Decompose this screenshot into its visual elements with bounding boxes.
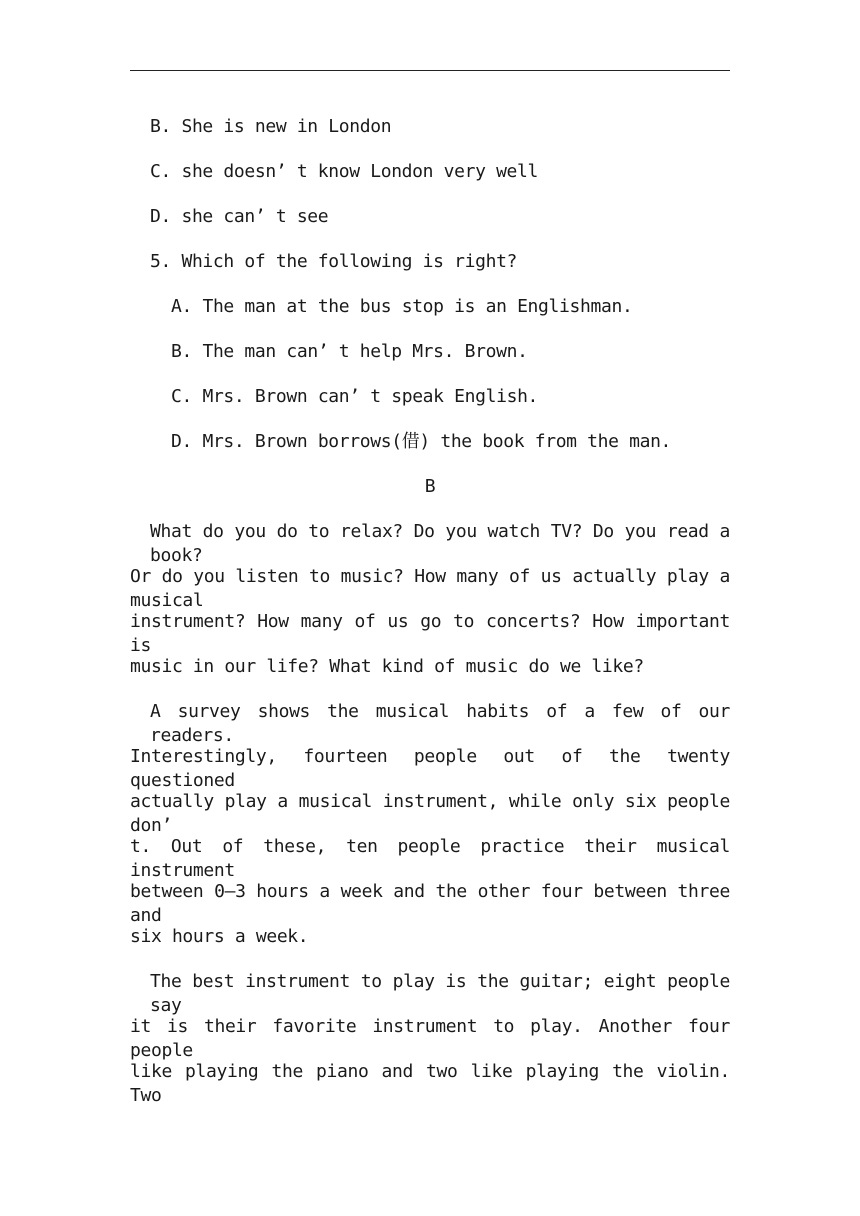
paragraph3-line3: like playing the piano and two like playing the violin. Two xyxy=(130,1061,730,1106)
paragraph3-line2: it is their favorite instrument to play. Another four people xyxy=(130,1016,730,1061)
q5-option-b: B. The man can’ t help Mrs. Brown. xyxy=(171,341,528,362)
q5-option-d: D. Mrs. Brown borrows(借) the book from the man. xyxy=(171,431,672,452)
q5-option-c: C. Mrs. Brown can’ t speak English. xyxy=(171,386,539,407)
paragraph1-line2: Or do you listen to music? How many of us actually play a musical xyxy=(130,566,730,611)
header-rule xyxy=(130,70,730,71)
q4-option-b: B. She is new in London xyxy=(150,116,392,137)
paragraph2-line3: actually play a musical instrument, while only six people don’ xyxy=(130,791,730,836)
paragraph1-line3: instrument? How many of us go to concerts? How important is xyxy=(130,611,730,656)
section-title-b: B xyxy=(424,476,436,497)
q4-option-c: C. she doesn’ t know London very well xyxy=(150,161,539,182)
q5-question: 5. Which of the following is right? xyxy=(150,251,518,272)
paragraph2-line1: A survey shows the musical habits of a few of our readers. xyxy=(150,701,730,746)
paragraph2-line5: between 0—3 hours a week and the other four between three and xyxy=(130,881,730,926)
paragraph2-line4: t. Out of these, ten people practice their musical instrument xyxy=(130,836,730,881)
q5-option-a: A. The man at the bus stop is an Englishman. xyxy=(171,296,633,317)
paragraph1-line1: What do you do to relax? Do you watch TV? Do you read a book? xyxy=(150,521,730,566)
q4-option-d: D. she can’ t see xyxy=(150,206,329,227)
paragraph1-line4: music in our life? What kind of music do we like? xyxy=(130,656,644,677)
paragraph2-line2: Interestingly, fourteen people out of the twenty questioned xyxy=(130,746,730,791)
paragraph2-line6: six hours a week. xyxy=(130,926,309,947)
paragraph3-line1: The best instrument to play is the guitar; eight people say xyxy=(150,971,730,1016)
